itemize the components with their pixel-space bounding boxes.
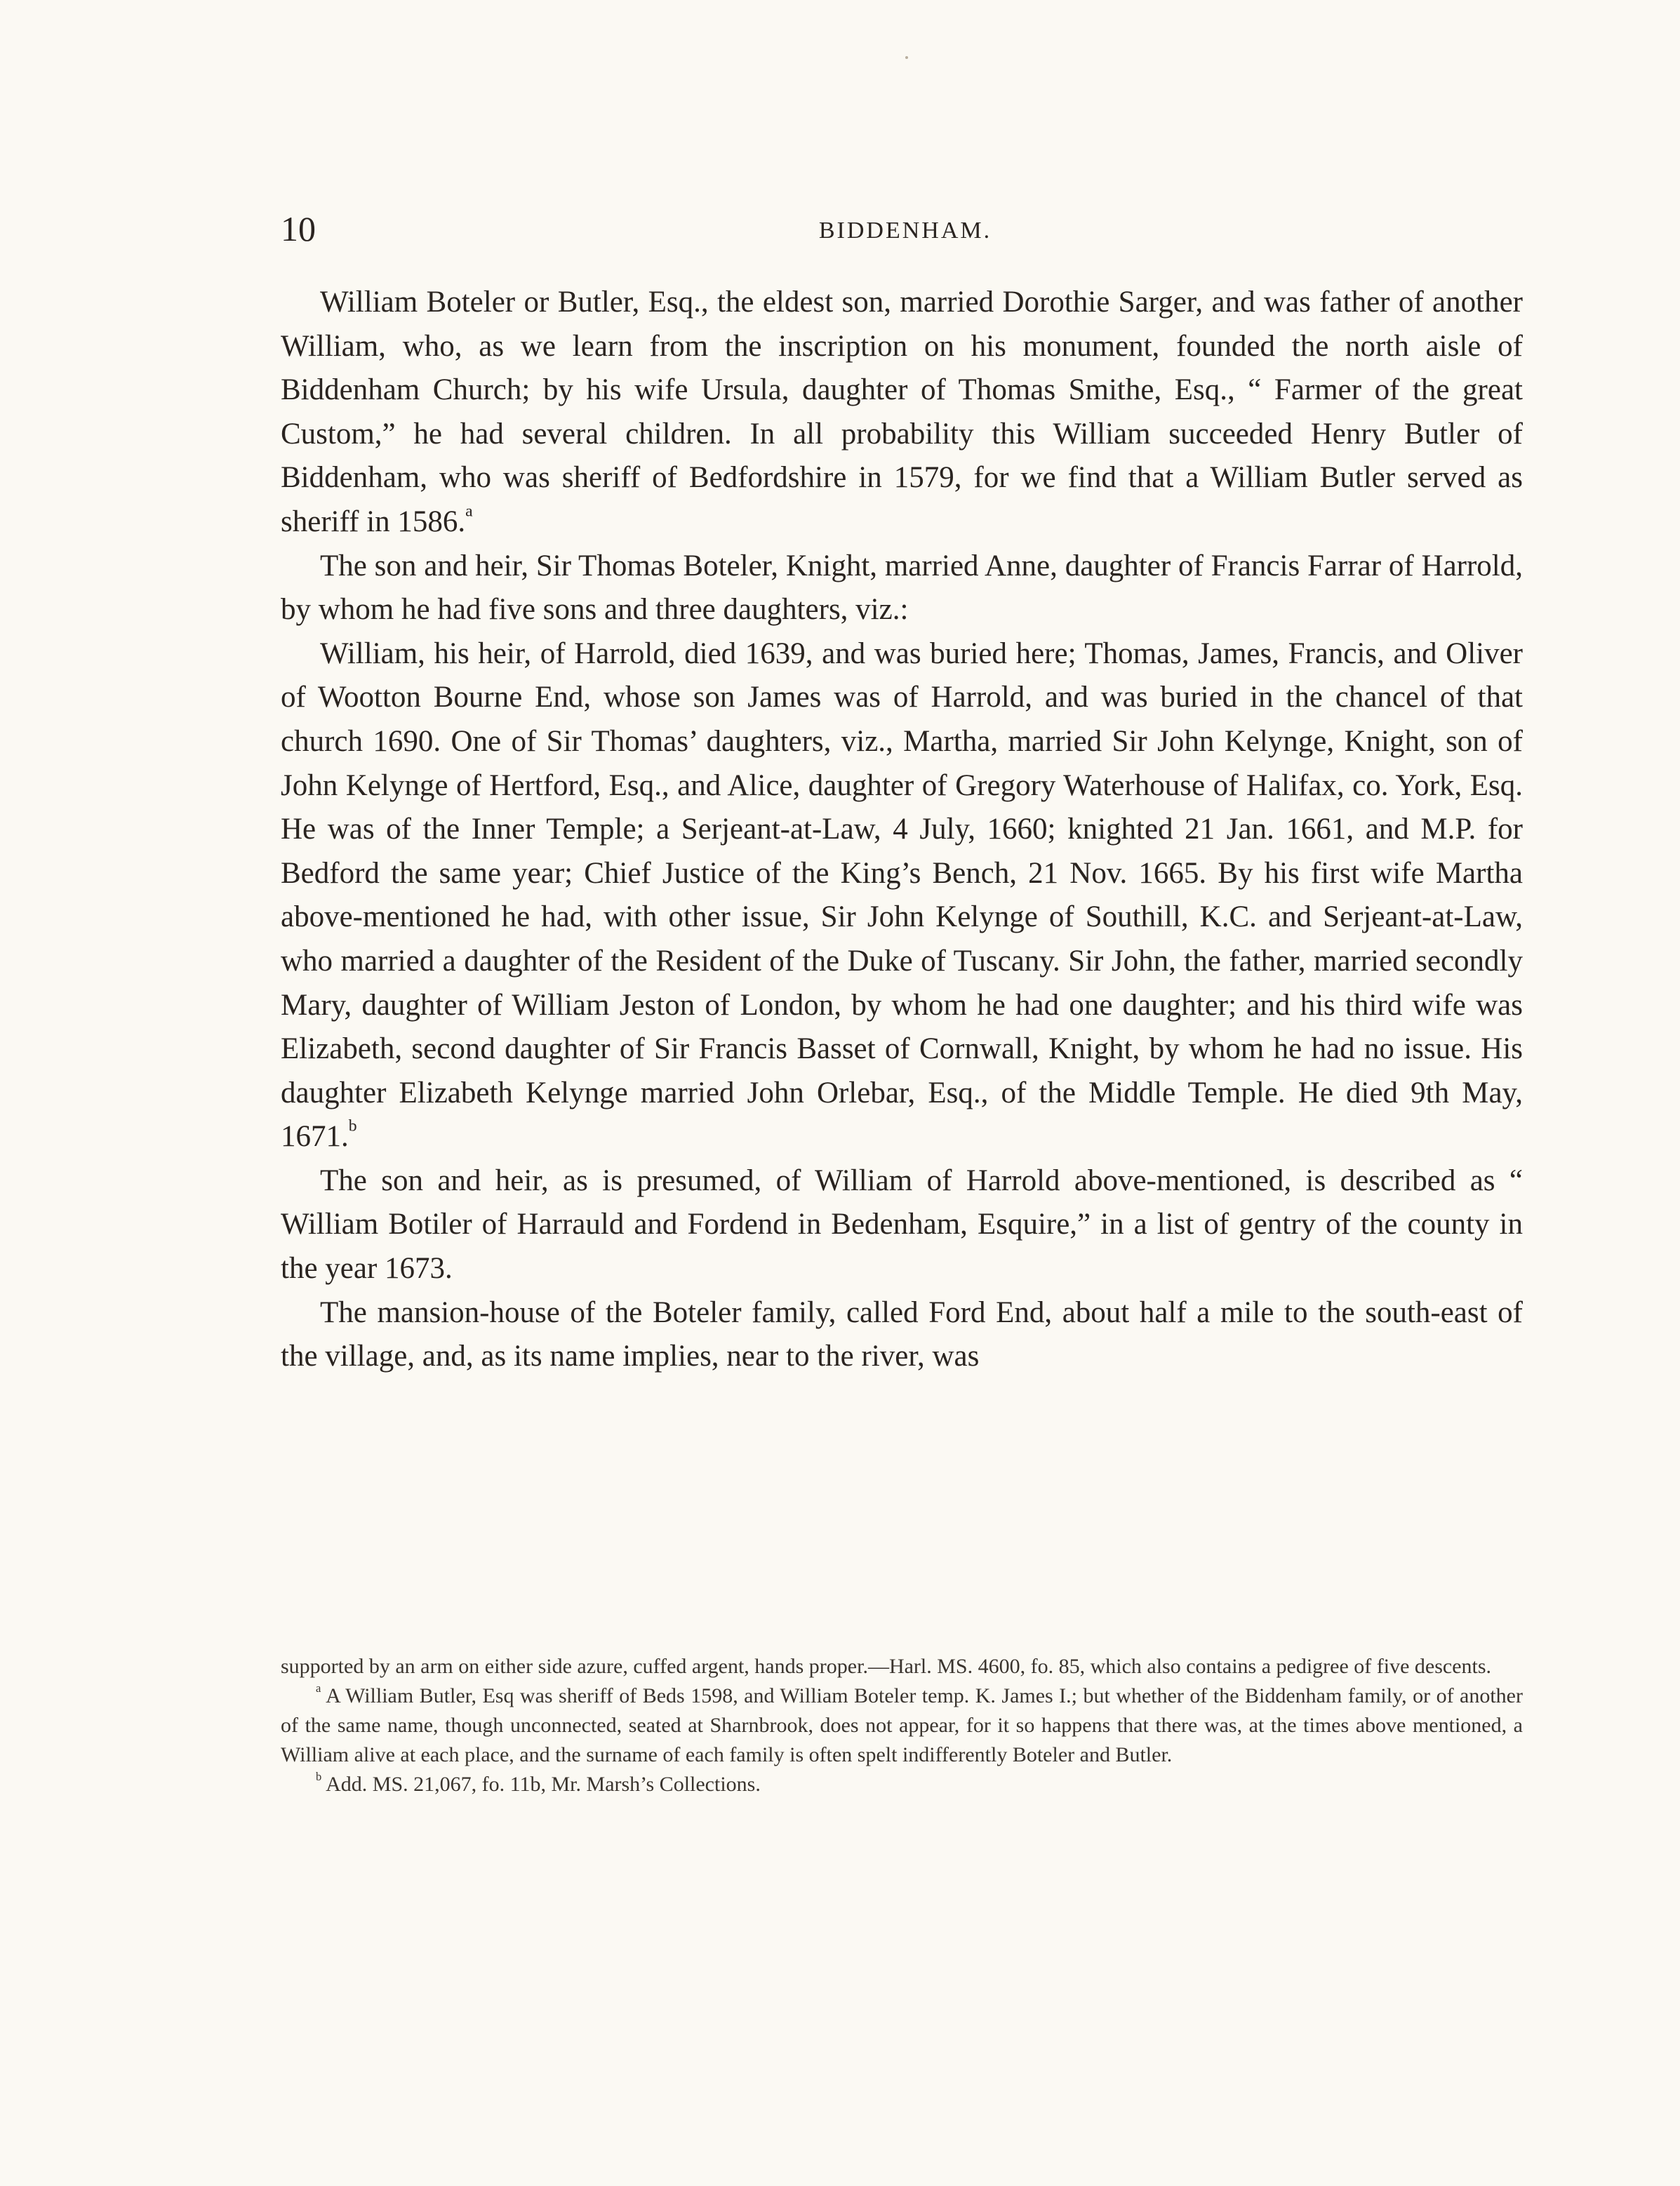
- footnotes: [281, 1652, 1523, 1799]
- footnote-continuation: supported by an arm on either side azure, cuffed argent, hands proper.—Harl. MS. 4600, fo. 85, which also contains a pedigree of five descents.: [281, 1655, 1492, 1678]
- running-title: BIDDENHAM.: [818, 218, 992, 244]
- page-header: [281, 208, 1530, 257]
- footnote: [281, 1770, 1523, 1799]
- footnote-mark: b: [316, 1770, 322, 1784]
- paragraph-text: William, his heir, of Harrold, died 1639, and was buried here; Thomas, James, Francis, and Oliver of Wootton Bourne End, whose son James was of Harrold, and was buried in the chancel of that church 1690. One of Sir Thomas’ daughters, viz., Martha, married Sir John Kelynge, Knight, son of John Kelynge of Hertford, Esq., and Alice, daughter of Gregory Waterhouse of Halifax, co. York, Esq. He was of the Inner Temple; a Serjeant-at-Law, 4 July, 1660; knighted 21 Jan. 1661, and M.P. for Bedford the same year; Chief Justice of the King’s Bench, 21 Nov. 1665. By his first wife Martha above-mentioned he had, with other issue, Sir John Kelynge of Southill, K.C. and Serjeant-at-Law, who married a daughter of the Resident of the Duke of Tuscany. Sir John, the father, married secondly Mary, daughter of William Jeston of London, by whom he had one daughter; and his third wife was Elizabeth, second daughter of Sir Francis Basset of Cornwall, Knight, by whom he had no issue. His daughter Elizabeth Kelynge married John Orlebar, Esq., of the Middle Temple. He died 9th May, 1671.: [281, 637, 1523, 1154]
- paragraph: [281, 632, 1523, 1159]
- paragraph-text: The son and heir, as is presumed, of William of Harrold above-mentioned, is described as “ William Botiler of Harrauld and Fordend in Bedenham, Esquire,” in a list of gentry of the county in the year 1673.: [281, 1164, 1523, 1286]
- paragraph-text: William Boteler or Butler, Esq., the eldest son, married Dorothie Sarger, and was father of another William, who, as we learn from the inscription on his monument, founded the north aisle of Biddenham Church; by his wife Ursula, daughter of Thomas Smithe, Esq., “ Farmer of the great Custom,” he had several children. In all probability this William succeeded Henry Butler of Biddenham, who was sheriff of Bedfordshire in 1579, for we find that a William Butler served as sheriff in 1586.: [281, 286, 1523, 538]
- footnote: [281, 1681, 1523, 1770]
- footnote-ref: b: [348, 1117, 357, 1135]
- body-text: [281, 281, 1523, 1379]
- footnote-mark: a: [316, 1681, 321, 1695]
- paragraph: [281, 281, 1523, 545]
- paragraph: [281, 1159, 1523, 1291]
- paragraph: [281, 1291, 1523, 1379]
- page-number: 10: [281, 209, 316, 248]
- paragraph-text: The mansion-house of the Boteler family, called Ford End, about half a mile to the south-east of the village, and, as its name implies, near to the river, was: [281, 1295, 1523, 1373]
- paragraph-text: The son and heir, Sir Thomas Boteler, Knight, married Anne, daughter of Francis Farrar of Harrold, by whom he had five sons and three daughters, viz.:: [281, 549, 1523, 627]
- footnote-text: Add. MS. 21,067, fo. 11b, Mr. Marsh’s Collections.: [326, 1773, 761, 1796]
- footnote-text: A William Butler, Esq was sheriff of Beds 1598, and William Boteler temp. K. James I.; but whether of the Biddenham family, or of another of the same name, though unconnected, seated at Sharnbrook, does not appear, for it so happens that there was, at the times above mentioned, a William alive at each place, and the surname of each family is often spelt indifferently Boteler and Butler.: [281, 1684, 1523, 1766]
- footnote-ref: a: [465, 502, 473, 521]
- paper-speck: [905, 56, 908, 59]
- paragraph: [281, 545, 1523, 632]
